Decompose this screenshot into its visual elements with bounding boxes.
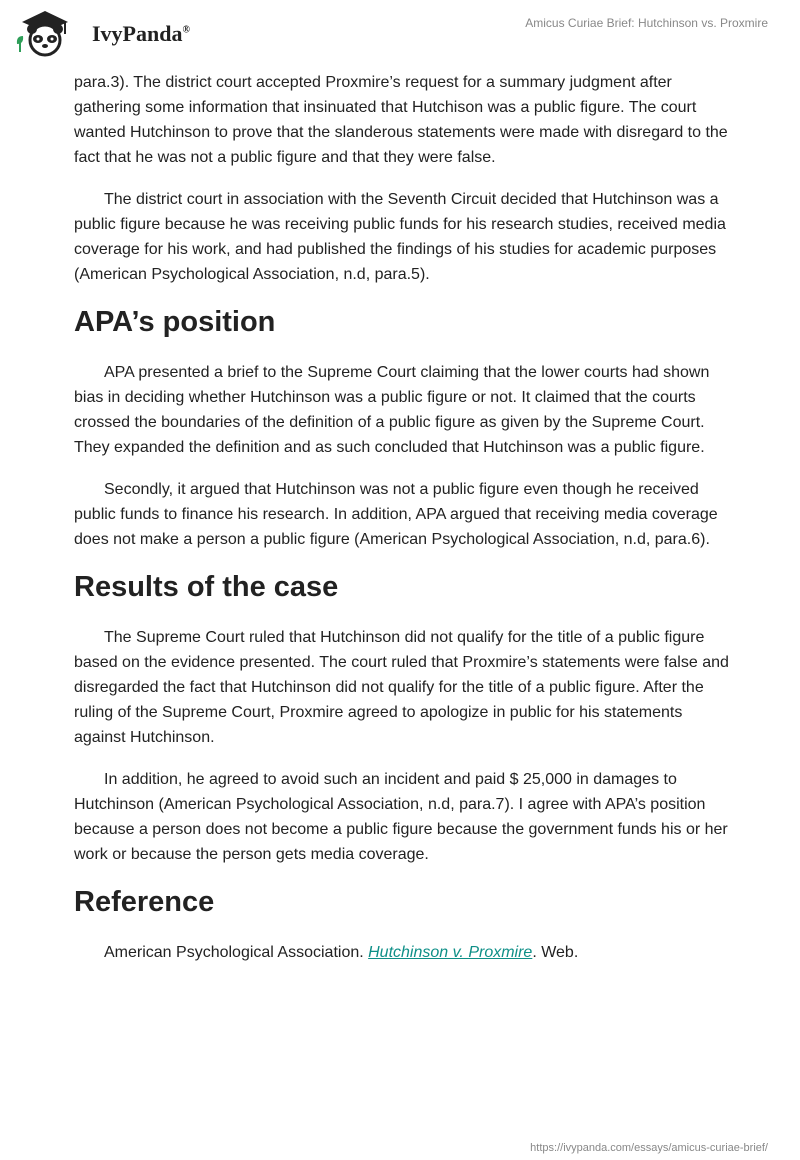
reference-suffix: . Web. bbox=[532, 944, 579, 961]
document-title: Amicus Curiae Brief: Hutchinson vs. Proxmire bbox=[525, 16, 768, 30]
essay-content bbox=[74, 70, 734, 982]
section-heading-apa-position: APA’s position bbox=[74, 306, 276, 338]
section-heading-reference: Reference bbox=[74, 886, 215, 918]
section-heading-results: Results of the case bbox=[74, 571, 339, 603]
panda-logo-icon bbox=[14, 8, 76, 58]
paragraph: In addition, he agreed to avoid such an incident and paid $ 25,000 in damages to Hutchinson (American Psychological Association, n.d, para.7). I agree with APA’s position because a person does not become a public figure because the government funds his or her work or because the person gets media coverage. bbox=[74, 771, 728, 863]
reference-entry bbox=[74, 940, 734, 965]
page-header bbox=[0, 0, 800, 70]
logo-text: IvyPanda® bbox=[92, 21, 190, 46]
paragraph: The Supreme Court ruled that Hutchinson did not qualify for the title of a public figure based on the evidence presented. The court ruled that Proxmire’s statements were false and disregarded the fact that Hutchinson did not qualify for the title of a public figure. After the ruling of the Supreme Court, Proxmire agreed to apologize in public for his statements against Hutchinson. bbox=[74, 629, 729, 746]
paragraph: para.3). The district court accepted Proxmire’s request for a summary judgment after gathering some information that insinuated that Hutchison was a public figure. The court wanted Hutchinson to prove that the slanderous statements were made with disregard to the fact that he was not a public figure and that they were false. bbox=[74, 74, 728, 166]
reference-link[interactable]: Hutchinson v. Proxmire bbox=[368, 944, 533, 961]
paragraph: APA presented a brief to the Supreme Court claiming that the lower courts had shown bias in deciding whether Hutchinson was a public figure or not. It claimed that the courts crossed the boundaries of the definition of a public figure as given by the Supreme Court. They expanded the definition and as such concluded that Hutchinson was a public figure. bbox=[74, 364, 710, 456]
reference-author: American Psychological Association. bbox=[104, 944, 369, 961]
paragraph: Secondly, it argued that Hutchinson was not a public figure even though he received public funds to finance his research. In addition, APA argued that receiving media coverage does not make a person a public figure (American Psychological Association, n.d, para.6). bbox=[74, 481, 718, 548]
paragraph: The district court in association with the Seventh Circuit decided that Hutchinson was a public figure because he was receiving public funds for his research studies, received media coverage for his work, and had published the findings of his studies for academic purposes (American Psychological Association, n.d, para.5). bbox=[74, 191, 726, 283]
footer-url: https://ivypanda.com/essays/amicus-curiae-brief/ bbox=[530, 1142, 768, 1154]
ivypanda-logo[interactable] bbox=[14, 8, 254, 58]
